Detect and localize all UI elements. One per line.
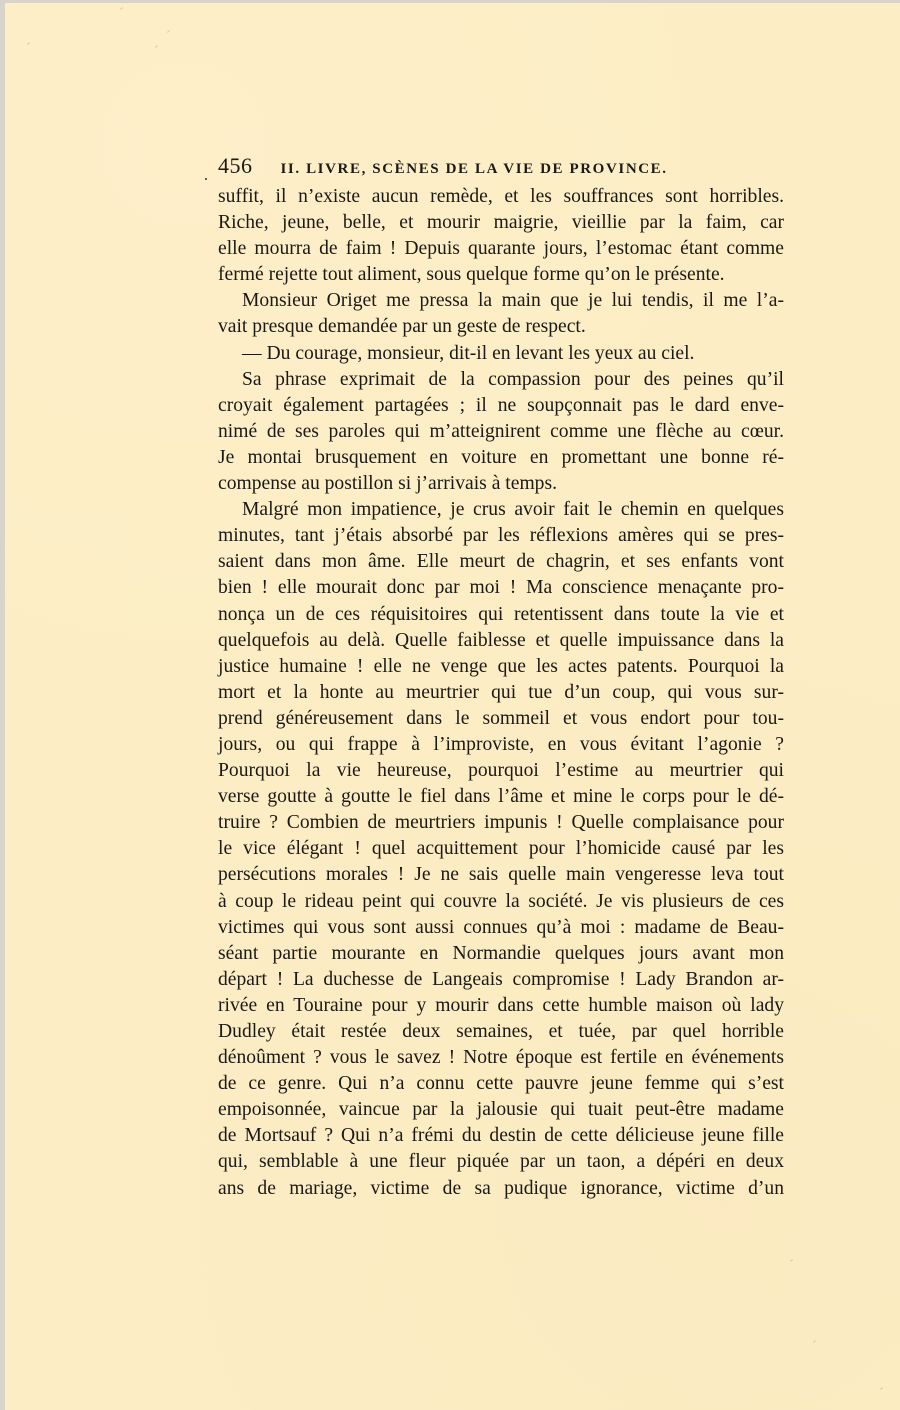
text-line: — Du courage, monsieur, dit-il en levant les yeux au ciel. — [242, 342, 695, 364]
paper-speck — [880, 1387, 883, 1390]
text-line: jours, ou qui frappe à l’improviste, en vous évitant l’agonie ? — [218, 733, 784, 755]
text-line: Riche, jeune, belle, et mourir maigrie, vieillie par la faim, car — [218, 212, 784, 234]
text-line: elle mourra de faim ! Depuis quarante jours, l’estomac étant comme — [218, 238, 784, 260]
text-line: prend généreusement dans le sommeil et vous endort pour tou- — [218, 707, 784, 729]
paper-speck — [155, 45, 158, 48]
text-line: qui, semblable à une fleur piquée par un taon, a dépéri en deux — [218, 1151, 784, 1173]
text-line: persécutions morales ! Je ne sais quelle main vengeresse leva tout — [218, 864, 784, 886]
text-line: empoisonnée, vaincue par la jalousie qui tuait peut-être madame — [218, 1099, 784, 1121]
page-header — [218, 153, 788, 183]
text-line: séant partie mourante en Normandie quelques jours avant mon — [218, 942, 784, 964]
text-line: Malgré mon impatience, je crus avoir fait le chemin en quelques — [242, 499, 784, 521]
text-line: Je montai brusquement en voiture en promettant une bonne ré- — [218, 446, 784, 468]
text-line: le vice élégant ! quel acquittement pour l’homicide causé par les — [218, 838, 784, 860]
paper-speck — [813, 1340, 816, 1343]
text-line: bien ! elle mourait donc par moi ! Ma conscience menaçante pro- — [218, 577, 784, 599]
text-line: fermé rejette tout aliment, sous quelque forme qu’on le présente. — [218, 264, 725, 286]
body-text — [218, 184, 784, 1202]
text-line: mort et la honte au meurtrier qui tue d’un coup, qui vous sur- — [218, 681, 784, 703]
text-line: compense au postillon si j’arrivais à temps. — [218, 473, 558, 495]
text-line: à coup le rideau peint qui couvre la société. Je vis plusieurs de ces — [218, 890, 784, 912]
paper-speck — [167, 30, 170, 33]
text-line: Sa phrase exprimait de la compassion pour des peines qu’il — [242, 368, 784, 390]
text-line: de Mortsauf ? Qui n’a frémi du destin de cette délicieuse jeune fille — [218, 1125, 784, 1147]
running-head: II. LIVRE, SCÈNES DE LA VIE DE PROVINCE. — [280, 161, 668, 177]
text-line: nonça un de ces réquisitoires qui retentissent dans toute la vie et — [218, 603, 784, 625]
text-line: Pourquoi la vie heureuse, pourquoi l’estime au meurtrier qui — [218, 760, 784, 782]
text-line: rivée en Touraine pour y mourir dans cette humble maison où lady — [218, 994, 784, 1016]
text-line: Dudley était restée deux semaines, et tuée, par quel horrible — [218, 1021, 784, 1042]
text-line: nimé de ses paroles qui m’atteignirent comme une flèche au cœur. — [218, 420, 784, 442]
paper-speck — [790, 1259, 793, 1262]
text-line: saient dans mon âme. Elle meurt de chagrin, et ses enfants vont — [218, 551, 784, 573]
paper-speck — [27, 42, 30, 45]
text-line: quelquefois au delà. Quelle faiblesse et quelle impuissance dans la — [218, 629, 784, 651]
paper-speck — [120, 7, 123, 10]
text-line: vait presque demandée par un geste de respect. — [218, 316, 586, 338]
text-line: départ ! La duchesse de Langeais compromise ! Lady Brandon ar- — [218, 968, 784, 990]
text-line: de ce genre. Qui n’a connu cette pauvre jeune femme qui s’est — [218, 1073, 784, 1095]
text-line: suffit, il n’existe aucun remède, et les souffrances sont horribles. — [218, 186, 784, 207]
text-line: croyait également partagées ; il ne soupçonnait pas le dard enve- — [218, 394, 784, 416]
print-mark — [205, 178, 207, 180]
text-line: truire ? Combien de meurtriers impunis ! Quelle complaisance pour — [218, 812, 784, 834]
text-line: Monsieur Origet me pressa la main que je lui tendis, il me l’a- — [242, 290, 784, 312]
text-line: justice humaine ! elle ne venge que les actes patents. Pourquoi la — [218, 655, 784, 677]
page-number: 456 — [218, 153, 253, 178]
text-line: ans de mariage, victime de sa pudique ignorance, victime d’un — [218, 1177, 784, 1199]
text-line: minutes, tant j’étais absorbé par les réflexions amères qui se pres- — [218, 525, 784, 547]
text-line: victimes qui vous sont aussi connues qu’à moi : madame de Beau- — [218, 916, 784, 938]
text-line: verse goutte à goutte le fiel dans l’âme et mine le corps pour le dé- — [218, 786, 784, 808]
text-line: dénoûment ? vous le savez ! Notre époque est fertile en événements — [218, 1047, 784, 1069]
